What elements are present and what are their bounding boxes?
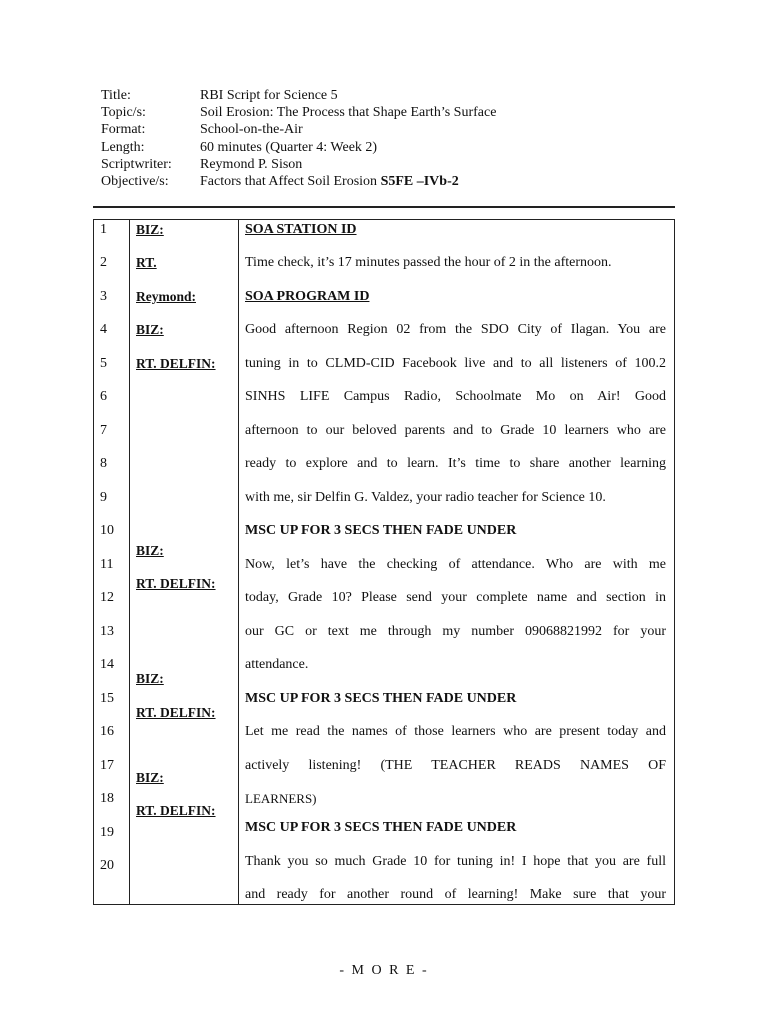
column-divider — [238, 220, 239, 904]
competency-code: S5FE –IVb-2 — [380, 174, 459, 190]
music-cue: MSC UP FOR 3 SECS THEN FADE UNDER — [245, 523, 517, 538]
line-number: 11 — [100, 557, 114, 572]
line-number: 8 — [100, 456, 107, 471]
script-metadata — [101, 87, 496, 190]
line-number: 2 — [100, 255, 107, 270]
line-number: 14 — [100, 657, 114, 672]
cue-station-id: SOA STATION ID — [245, 222, 357, 237]
meta-format: Format: School-on-the-Air — [101, 122, 303, 138]
speaker-biz: BIZ: — [136, 543, 164, 558]
speaker-rt: RT. — [136, 255, 157, 270]
line-number: 17 — [100, 758, 114, 773]
script-line: actively listening! (THE TEACHER READS NAMES OF — [245, 758, 666, 773]
script-line: LEARNERS) — [245, 791, 317, 806]
line-number: 16 — [100, 724, 114, 739]
script-line: afternoon to our beloved parents and to Grade 10 learners who are — [245, 423, 666, 438]
meta-title: Title: RBI Script for Science 5 — [101, 88, 338, 103]
cue-program-id: SOA PROGRAM ID — [245, 289, 370, 304]
line-number: 12 — [100, 590, 114, 605]
line-number: 1 — [100, 222, 107, 237]
line-number: 10 — [100, 523, 114, 538]
speaker-biz: BIZ: — [136, 770, 164, 785]
script-line: today, Grade 10? Please send your complete name and section in — [245, 590, 666, 605]
line-number: 7 — [100, 423, 107, 438]
script-line: with me, sir Delfin G. Valdez, your radio teacher for Science 10. — [245, 490, 606, 505]
line-number: 9 — [100, 490, 107, 505]
script-line: Let me read the names of those learners who are present today and — [245, 724, 666, 739]
speaker-rt-delfin: RT. DELFIN: — [136, 705, 216, 720]
speaker-biz: BIZ: — [136, 322, 164, 337]
speaker-rt-delfin: RT. DELFIN: — [136, 356, 216, 371]
meta-topic: Topic/s: Soil Erosion: The Process that Shape Earth’s Surface — [101, 105, 497, 121]
speaker-rt-delfin: RT. DELFIN: — [136, 576, 216, 591]
speaker-rt-delfin: RT. DELFIN: — [136, 803, 216, 818]
speaker-biz: BIZ: — [136, 222, 164, 237]
script-line: SINHS LIFE Campus Radio, Schoolmate Mo on Air! Good — [245, 389, 666, 404]
meta-length: Length: 60 minutes (Quarter 4: Week 2) — [101, 139, 378, 155]
meta-objective: Objective/s: Factors that Affect Soil Erosion S5FE –IVb-2 — [101, 174, 459, 190]
speaker-biz: BIZ: — [136, 671, 164, 686]
line-number: 15 — [100, 691, 114, 706]
line-number: 19 — [100, 825, 114, 840]
script-line: our GC or text me through my number 09068821992 for your — [245, 624, 666, 639]
line-number: 3 — [100, 289, 107, 304]
line-number: 13 — [100, 624, 114, 639]
speaker-reymond: Reymond: — [136, 289, 196, 304]
header-divider — [93, 206, 675, 208]
script-line: ready to explore and to learn. It’s time to share another learning — [245, 456, 666, 471]
script-line: Thank you so much Grade 10 for tuning in! I hope that you are full — [245, 854, 666, 869]
script-line: Good afternoon Region 02 from the SDO City of Ilagan. You are — [245, 322, 666, 337]
line-number: 20 — [100, 858, 114, 873]
music-cue: MSC UP FOR 3 SECS THEN FADE UNDER — [245, 820, 517, 835]
more-marker: - M O R E - — [339, 963, 429, 978]
line-number: 6 — [100, 389, 107, 404]
script-line: and ready for another round of learning! Make sure that your — [245, 887, 666, 902]
script-line: tuning in to CLMD-CID Facebook live and to all listeners of 100.2 — [245, 356, 666, 371]
script-table — [93, 219, 675, 905]
script-line: Time check, it’s 17 minutes passed the hour of 2 in the afternoon. — [245, 255, 612, 270]
script-line: attendance. — [245, 657, 309, 672]
music-cue: MSC UP FOR 3 SECS THEN FADE UNDER — [245, 691, 517, 706]
line-number: 4 — [100, 322, 107, 337]
meta-scriptwriter: Scriptwriter: Reymond P. Sison — [101, 156, 303, 172]
line-number: 18 — [100, 791, 114, 806]
script-line: Now, let’s have the checking of attendance. Who are with me — [245, 557, 666, 572]
column-divider — [129, 220, 130, 904]
line-number: 5 — [100, 356, 107, 371]
